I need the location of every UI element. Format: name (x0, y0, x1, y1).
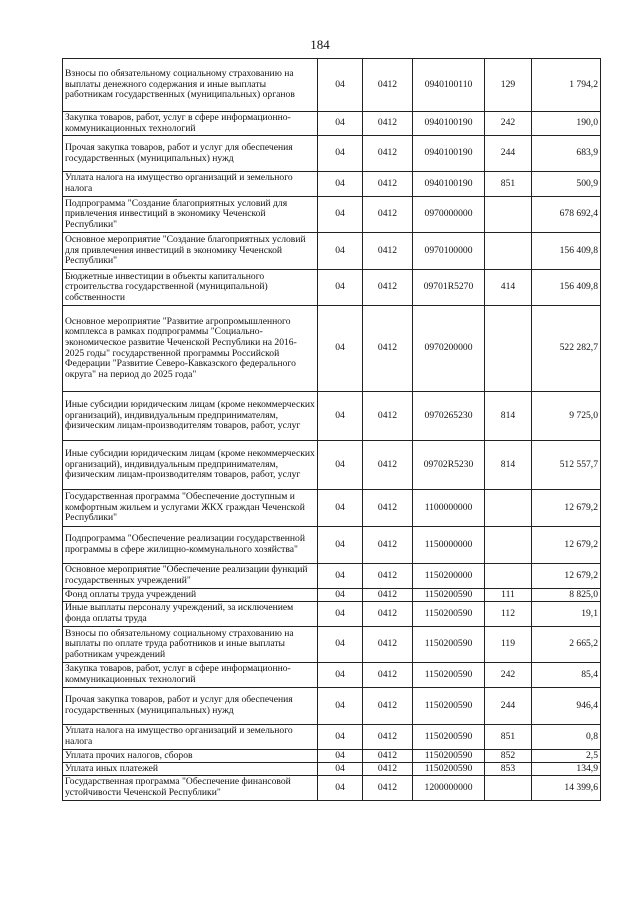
row-ved: 04 (318, 602, 363, 627)
row-target: 0940100190 (413, 112, 485, 136)
row-target: 1150200590 (413, 763, 485, 776)
row-name: Прочая закупка товаров, работ и услуг для обеспечения государственных (муниципальных) нужд (63, 688, 318, 725)
row-target: 0970265230 (413, 392, 485, 441)
row-ved: 04 (318, 306, 363, 392)
row-target: 1150200590 (413, 663, 485, 688)
row-section: 0412 (363, 136, 413, 172)
row-kind: 852 (485, 750, 532, 763)
table-row (63, 589, 601, 602)
row-kind (485, 233, 532, 270)
row-section: 0412 (363, 306, 413, 392)
row-target: 0940100110 (413, 59, 485, 112)
row-name: Прочая закупка товаров, работ и услуг для обеспечения государственных (муниципальных) нужд (63, 136, 318, 172)
row-target: 1150200590 (413, 725, 485, 750)
row-amount: 12 679,2 (532, 564, 601, 589)
row-name: Государственная программа "Обеспечение финансовой устойчивости Чеченской Республики" (63, 776, 318, 801)
row-section: 0412 (363, 270, 413, 306)
row-ved: 04 (318, 233, 363, 270)
row-ved: 04 (318, 441, 363, 490)
row-amount: 8 825,0 (532, 589, 601, 602)
page-number: 184 (310, 37, 330, 52)
row-amount: 2,5 (532, 750, 601, 763)
row-ved: 04 (318, 763, 363, 776)
row-section: 0412 (363, 233, 413, 270)
row-amount: 19,1 (532, 602, 601, 627)
row-amount: 500,9 (532, 172, 601, 197)
table-row (63, 663, 601, 688)
row-ved: 04 (318, 136, 363, 172)
row-ved: 04 (318, 627, 363, 663)
table-row (63, 627, 601, 663)
row-name: Уплата налога на имущество организаций и земельного налога (63, 172, 318, 197)
row-ved: 04 (318, 688, 363, 725)
row-name: Основное мероприятие "Развитие агропромышленного комплекса в рамках подпрограммы "Социально-экономическое развитие Чеченской Республики на 2016-2025 годы" государственной программы Российской Федерации "Развитие Северо-Кавказского федерального округа" на период до 2025 года" (63, 306, 318, 392)
table-row (63, 441, 601, 490)
row-target: 09701R5270 (413, 270, 485, 306)
row-section: 0412 (363, 59, 413, 112)
row-name: Взносы по обязательному социальному страхованию на выплаты по оплате труда работников и иные выплаты работникам учреждений (63, 627, 318, 663)
table-row (63, 233, 601, 270)
table-row (63, 527, 601, 564)
table-row (63, 306, 601, 392)
row-target: 1150200000 (413, 564, 485, 589)
row-section: 0412 (363, 750, 413, 763)
row-amount: 0,8 (532, 725, 601, 750)
row-kind: 244 (485, 136, 532, 172)
table-row (63, 59, 601, 112)
table-row (63, 750, 601, 763)
row-section: 0412 (363, 490, 413, 527)
row-target: 0940100190 (413, 136, 485, 172)
row-amount: 190,0 (532, 112, 601, 136)
row-ved: 04 (318, 112, 363, 136)
row-amount: 683,9 (532, 136, 601, 172)
row-amount: 946,4 (532, 688, 601, 725)
row-kind (485, 306, 532, 392)
row-amount: 14 399,6 (532, 776, 601, 801)
row-ved: 04 (318, 490, 363, 527)
row-kind: 851 (485, 172, 532, 197)
row-kind: 414 (485, 270, 532, 306)
row-ved: 04 (318, 527, 363, 564)
row-target: 1100000000 (413, 490, 485, 527)
table-row (63, 172, 601, 197)
row-amount: 1 794,2 (532, 59, 601, 112)
row-kind (485, 527, 532, 564)
row-ved: 04 (318, 564, 363, 589)
row-target: 0970000000 (413, 197, 485, 233)
row-target: 0940100190 (413, 172, 485, 197)
row-section: 0412 (363, 441, 413, 490)
table-row (63, 776, 601, 801)
row-name: Государственная программа "Обеспечение доступным и комфортным жильем и услугами ЖКХ граждан Чеченской Республики" (63, 490, 318, 527)
row-target: 0970200000 (413, 306, 485, 392)
row-ved: 04 (318, 776, 363, 801)
row-kind: 111 (485, 589, 532, 602)
row-kind (485, 490, 532, 527)
table-row (63, 136, 601, 172)
row-amount: 678 692,4 (532, 197, 601, 233)
row-ved: 04 (318, 197, 363, 233)
row-name: Закупка товаров, работ, услуг в сфере информационно-коммуникационных технологий (63, 112, 318, 136)
row-kind (485, 564, 532, 589)
row-amount: 12 679,2 (532, 527, 601, 564)
row-target: 09702R5230 (413, 441, 485, 490)
row-section: 0412 (363, 112, 413, 136)
row-target: 1150200590 (413, 750, 485, 763)
row-ved: 04 (318, 589, 363, 602)
table-row (63, 197, 601, 233)
row-name: Иные субсидии юридическим лицам (кроме некоммерческих организаций), индивидуальным предпринимателям, физическим лицам-производителям товаров, работ, услуг (63, 392, 318, 441)
table-row (63, 270, 601, 306)
row-amount: 9 725,0 (532, 392, 601, 441)
row-section: 0412 (363, 392, 413, 441)
row-target: 0970100000 (413, 233, 485, 270)
table-row (63, 490, 601, 527)
row-name: Подпрограмма "Создание благоприятных условий для привлечения инвестиций в экономику Чеченской Республики" (63, 197, 318, 233)
row-target: 1150200590 (413, 627, 485, 663)
row-amount: 156 409,8 (532, 233, 601, 270)
row-kind: 112 (485, 602, 532, 627)
table-row (63, 564, 601, 589)
row-target: 1150000000 (413, 527, 485, 564)
row-section: 0412 (363, 627, 413, 663)
row-target: 1200000000 (413, 776, 485, 801)
budget-table-body (63, 59, 601, 801)
row-name: Основное мероприятие "Обеспечение реализации функций государственных учреждений" (63, 564, 318, 589)
row-section: 0412 (363, 725, 413, 750)
row-section: 0412 (363, 688, 413, 725)
row-name: Уплата иных платежей (63, 763, 318, 776)
row-amount: 522 282,7 (532, 306, 601, 392)
row-section: 0412 (363, 763, 413, 776)
row-section: 0412 (363, 589, 413, 602)
row-amount: 134,9 (532, 763, 601, 776)
row-kind (485, 197, 532, 233)
row-kind: 119 (485, 627, 532, 663)
row-kind: 129 (485, 59, 532, 112)
row-kind: 851 (485, 725, 532, 750)
row-name: Уплата налога на имущество организаций и земельного налога (63, 725, 318, 750)
row-name: Иные субсидии юридическим лицам (кроме некоммерческих организаций), индивидуальным предпринимателям, физическим лицам-производителям товаров, работ, услуг (63, 441, 318, 490)
row-kind: 814 (485, 441, 532, 490)
table-row (63, 725, 601, 750)
row-ved: 04 (318, 270, 363, 306)
row-ved: 04 (318, 392, 363, 441)
row-amount: 85,4 (532, 663, 601, 688)
row-kind: 853 (485, 763, 532, 776)
row-amount: 12 679,2 (532, 490, 601, 527)
row-kind: 814 (485, 392, 532, 441)
row-target: 1150200590 (413, 602, 485, 627)
row-section: 0412 (363, 527, 413, 564)
row-ved: 04 (318, 750, 363, 763)
table-row (63, 688, 601, 725)
row-name: Фонд оплаты труда учреждений (63, 589, 318, 602)
budget-table (62, 58, 601, 801)
row-name: Взносы по обязательному социальному страхованию на выплаты денежного содержания и иные выплаты работникам государственных (муниципальных) органов (63, 59, 318, 112)
row-target: 1150200590 (413, 688, 485, 725)
row-section: 0412 (363, 564, 413, 589)
table-row (63, 392, 601, 441)
row-name: Закупка товаров, работ, услуг в сфере информационно-коммуникационных технологий (63, 663, 318, 688)
row-kind: 242 (485, 663, 532, 688)
table-row (63, 763, 601, 776)
row-ved: 04 (318, 172, 363, 197)
row-amount: 2 665,2 (532, 627, 601, 663)
row-name: Иные выплаты персоналу учреждений, за исключением фонда оплаты труда (63, 602, 318, 627)
row-kind: 244 (485, 688, 532, 725)
row-kind (485, 776, 532, 801)
table-row (63, 602, 601, 627)
row-amount: 512 557,7 (532, 441, 601, 490)
row-name: Уплата прочих налогов, сборов (63, 750, 318, 763)
row-amount: 156 409,8 (532, 270, 601, 306)
row-section: 0412 (363, 602, 413, 627)
row-ved: 04 (318, 663, 363, 688)
row-ved: 04 (318, 59, 363, 112)
row-section: 0412 (363, 663, 413, 688)
row-name: Подпрограмма "Обеспечение реализации государственной программы в сфере жилищно-коммунального хозяйства" (63, 527, 318, 564)
row-section: 0412 (363, 172, 413, 197)
row-section: 0412 (363, 776, 413, 801)
row-kind: 242 (485, 112, 532, 136)
row-target: 1150200590 (413, 589, 485, 602)
row-section: 0412 (363, 197, 413, 233)
row-name: Бюджетные инвестиции в объекты капитального строительства государственной (муниципальной) собственности (63, 270, 318, 306)
row-name: Основное мероприятие "Создание благоприятных условий для привлечения инвестиций в экономику Чеченской Республики" (63, 233, 318, 270)
table-row (63, 112, 601, 136)
row-ved: 04 (318, 725, 363, 750)
